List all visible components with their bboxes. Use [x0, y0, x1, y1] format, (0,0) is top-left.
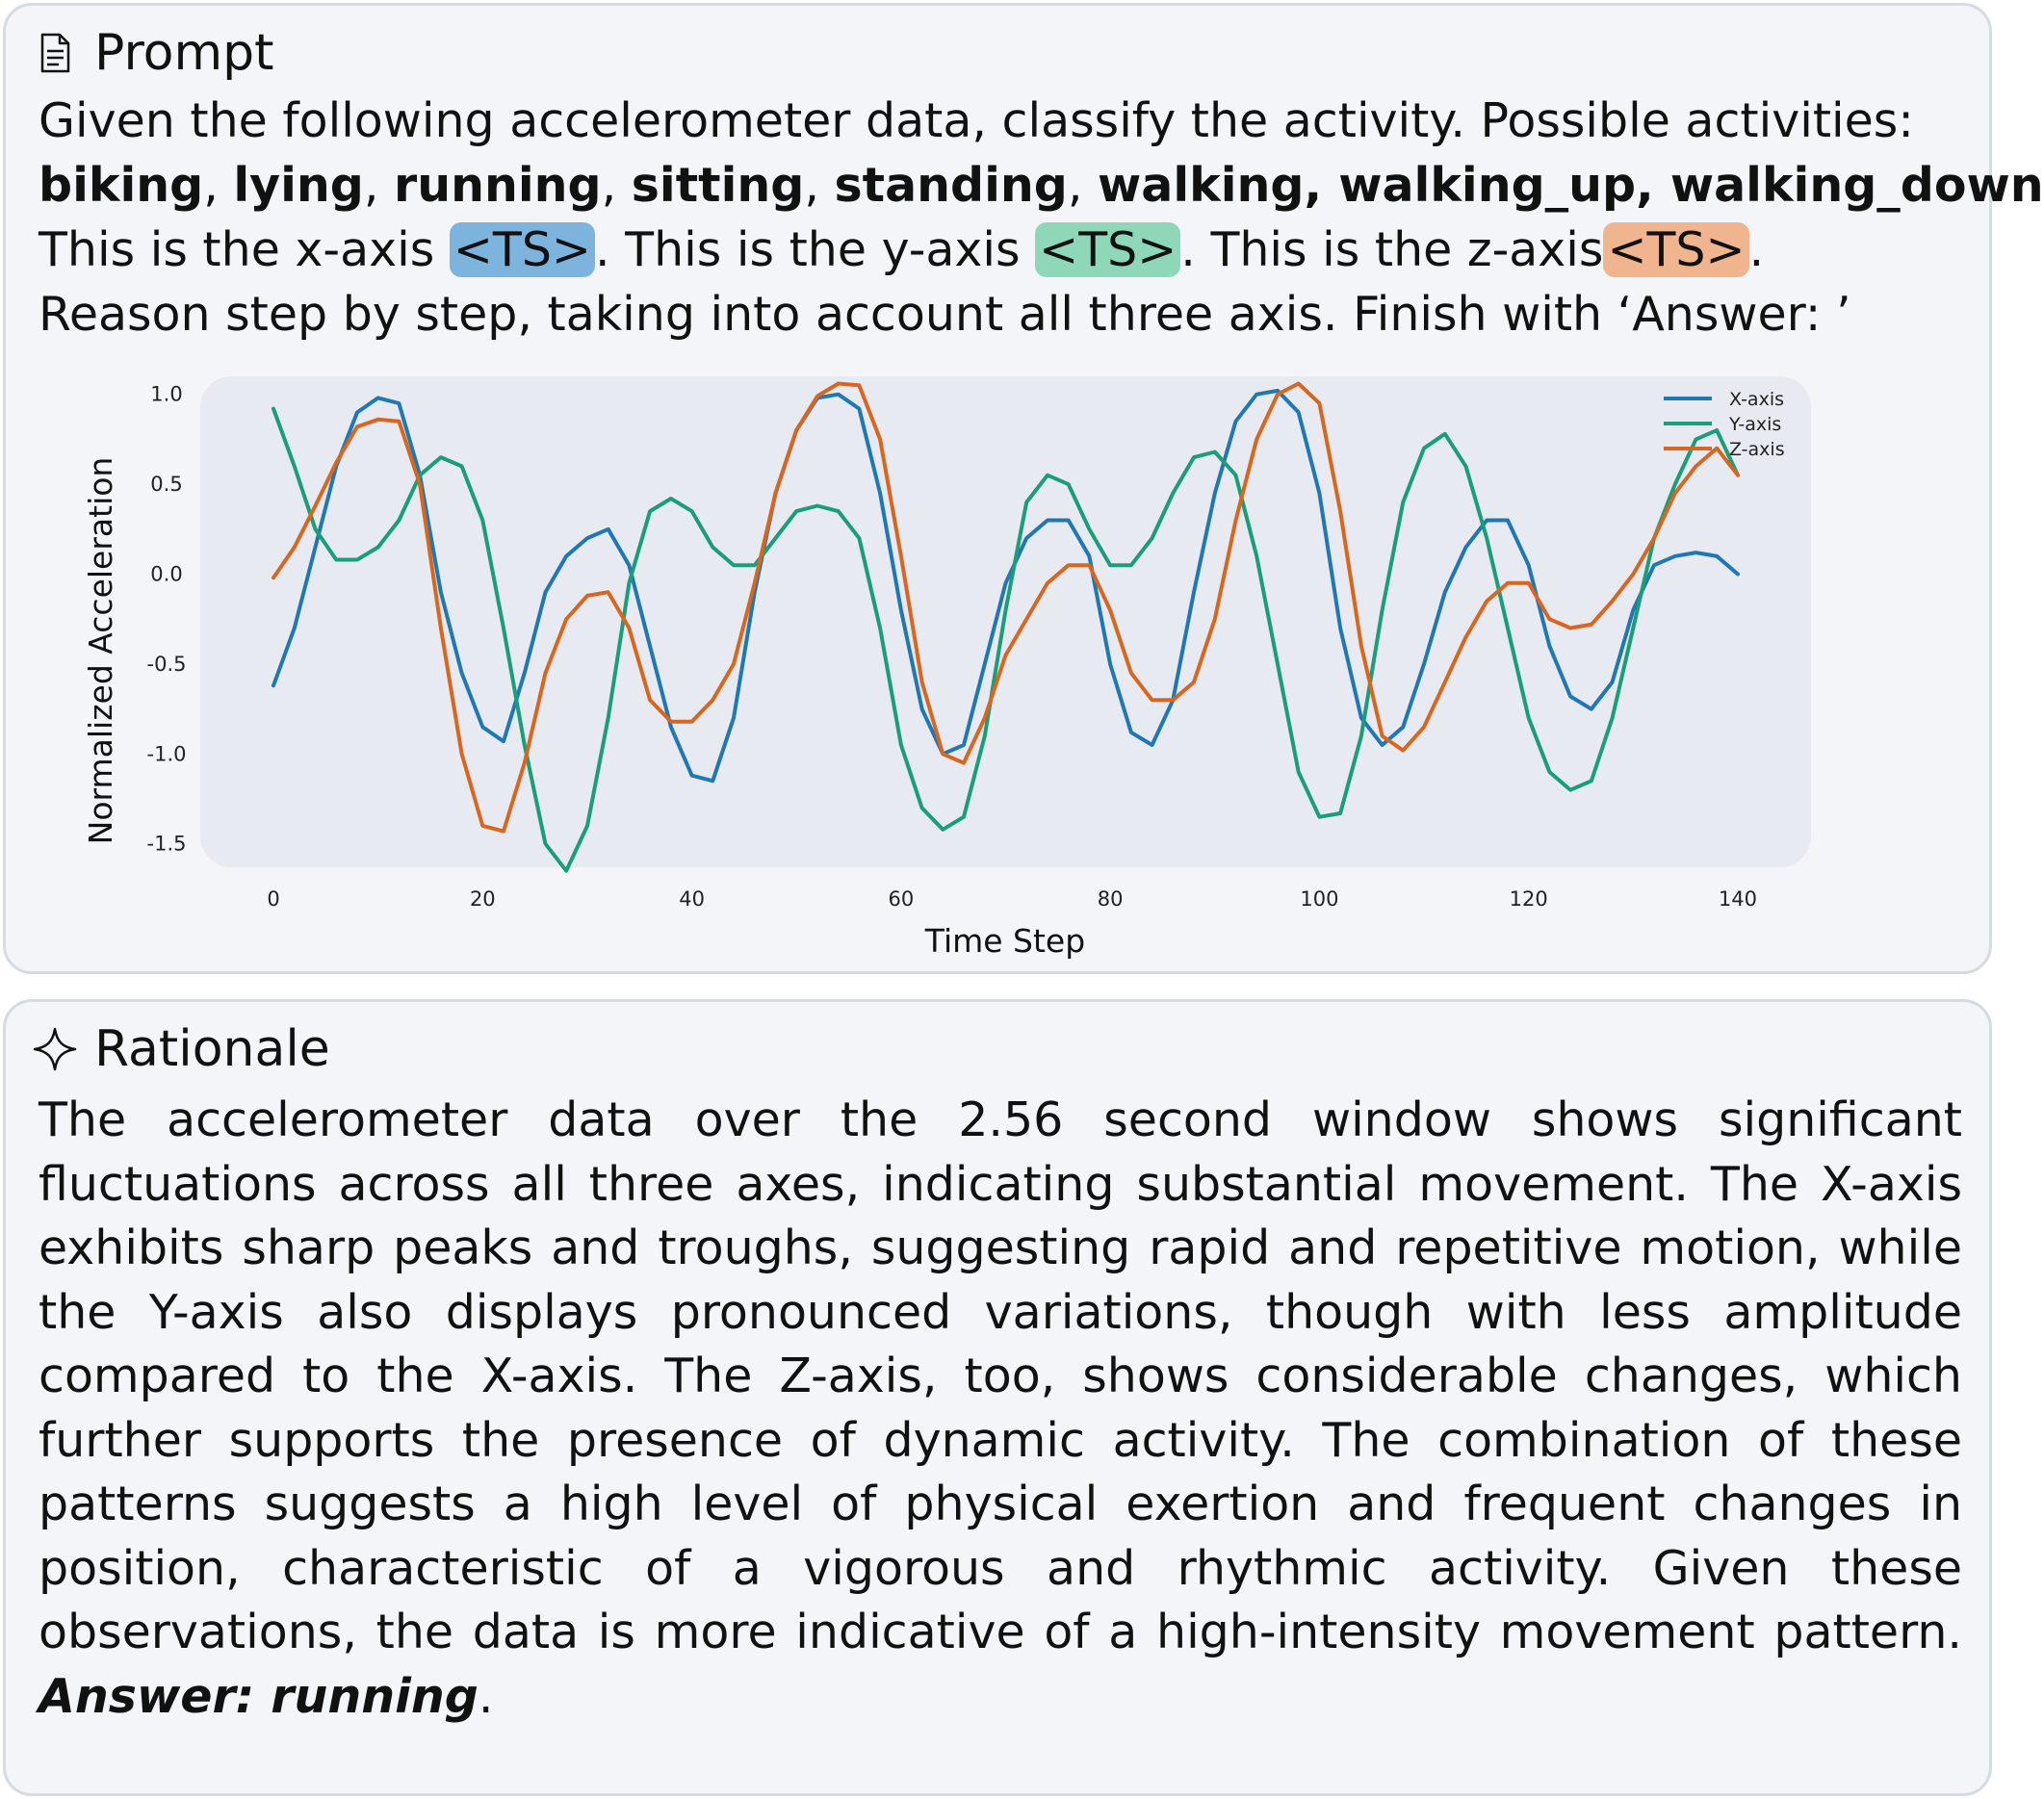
x-tick-label: 120 — [1509, 887, 1548, 911]
activity-item: walking_down — [1669, 158, 2044, 213]
x-tick-label: 60 — [888, 887, 915, 911]
rationale-line: patterns suggests a high level of physical exertion and frequent changes in — [39, 1477, 1962, 1531]
activity-item: walking_up — [1338, 158, 1637, 213]
rationale-line: fluctuations across all three axes, indicating substantial movement. The X-axis — [39, 1156, 1962, 1212]
prompt-line-4: Reason step by step, taking into account all three axis. Finish with ‘Answer: ’ — [39, 287, 1851, 342]
prompt-line-1: Given the following accelerometer data, classify the activity. Possible activities: — [39, 93, 1914, 148]
answer-line: Answer: running. — [39, 1668, 494, 1724]
rationale-line: position, characteristic of a vigorous and rhythmic activity. Given these — [39, 1540, 1962, 1596]
activity-item: standing — [834, 158, 1068, 213]
rationale-header — [31, 1015, 330, 1083]
document-icon — [31, 29, 79, 77]
x-tick-label: 80 — [1097, 887, 1124, 911]
y-axis-label: Normalized Acceleration — [82, 456, 119, 845]
rationale-line: exhibits sharp peaks and troughs, suggesting rapid and repetitive motion, while — [39, 1221, 1962, 1275]
rationale-line: compared to the X-axis. The Z-axis, too, shows considerable changes, which — [39, 1349, 1962, 1403]
x-tick-label: 100 — [1300, 887, 1339, 911]
ts-token-z: <TS> — [1603, 222, 1748, 277]
activity-item: running — [394, 158, 602, 213]
rationale-line: further supports the presence of dynamic activity. The combination of these — [39, 1412, 1962, 1468]
x-tick-label: 40 — [679, 887, 705, 911]
prompt-text — [39, 89, 2044, 347]
rationale-text — [39, 1089, 1962, 1729]
y-tick-label: 0.0 — [150, 562, 183, 586]
prompt-panel — [3, 3, 2044, 974]
legend-label: X-axis — [1729, 389, 1784, 410]
rationale-panel — [3, 999, 1992, 1796]
activity-item: lying — [233, 158, 364, 213]
y-tick-label: 0.5 — [150, 473, 183, 497]
x-tick-label: 140 — [1718, 887, 1758, 911]
ts-token-x: <TS> — [450, 222, 595, 277]
y-tick-label: 1.0 — [150, 382, 183, 406]
prompt-title: Prompt — [94, 24, 274, 82]
prompt-header — [31, 19, 274, 87]
y-tick-label: -1.0 — [146, 742, 187, 766]
x-tick-label: 20 — [469, 887, 496, 911]
prompt-line-3: This is the x-axis <TS>. This is the y-axis <TS>. This is the z-axis<TS>. — [39, 222, 1765, 277]
accelerometer-chart — [6, 362, 1989, 968]
activity-item: biking — [39, 158, 204, 213]
ts-token-y: <TS> — [1035, 222, 1180, 277]
answer-text: Answer: running — [39, 1668, 479, 1724]
rationale-line: The accelerometer data over the 2.56 second window shows significant — [39, 1092, 1962, 1147]
rationale-line: the Y-axis also displays pronounced variations, though with less amplitude — [39, 1284, 1962, 1340]
sparkle-icon — [31, 1025, 79, 1073]
x-tick-label: 0 — [267, 887, 280, 911]
y-tick-label: -1.5 — [146, 832, 187, 856]
legend-label: Y-axis — [1729, 414, 1782, 435]
rationale-title: Rationale — [94, 1020, 330, 1078]
activity-item: sitting — [631, 158, 805, 213]
y-tick-label: -0.5 — [146, 652, 187, 676]
activity-item: walking — [1098, 158, 1305, 213]
legend-label: Z-axis — [1729, 439, 1785, 460]
activities-list: biking, lying, running, sitting, standing, walking, walking_up, walking_down — [39, 158, 2044, 213]
rationale-line: observations, the data is more indicative of a high-intensity movement pattern. — [39, 1605, 1962, 1659]
x-axis-label: Time Step — [924, 922, 1086, 960]
